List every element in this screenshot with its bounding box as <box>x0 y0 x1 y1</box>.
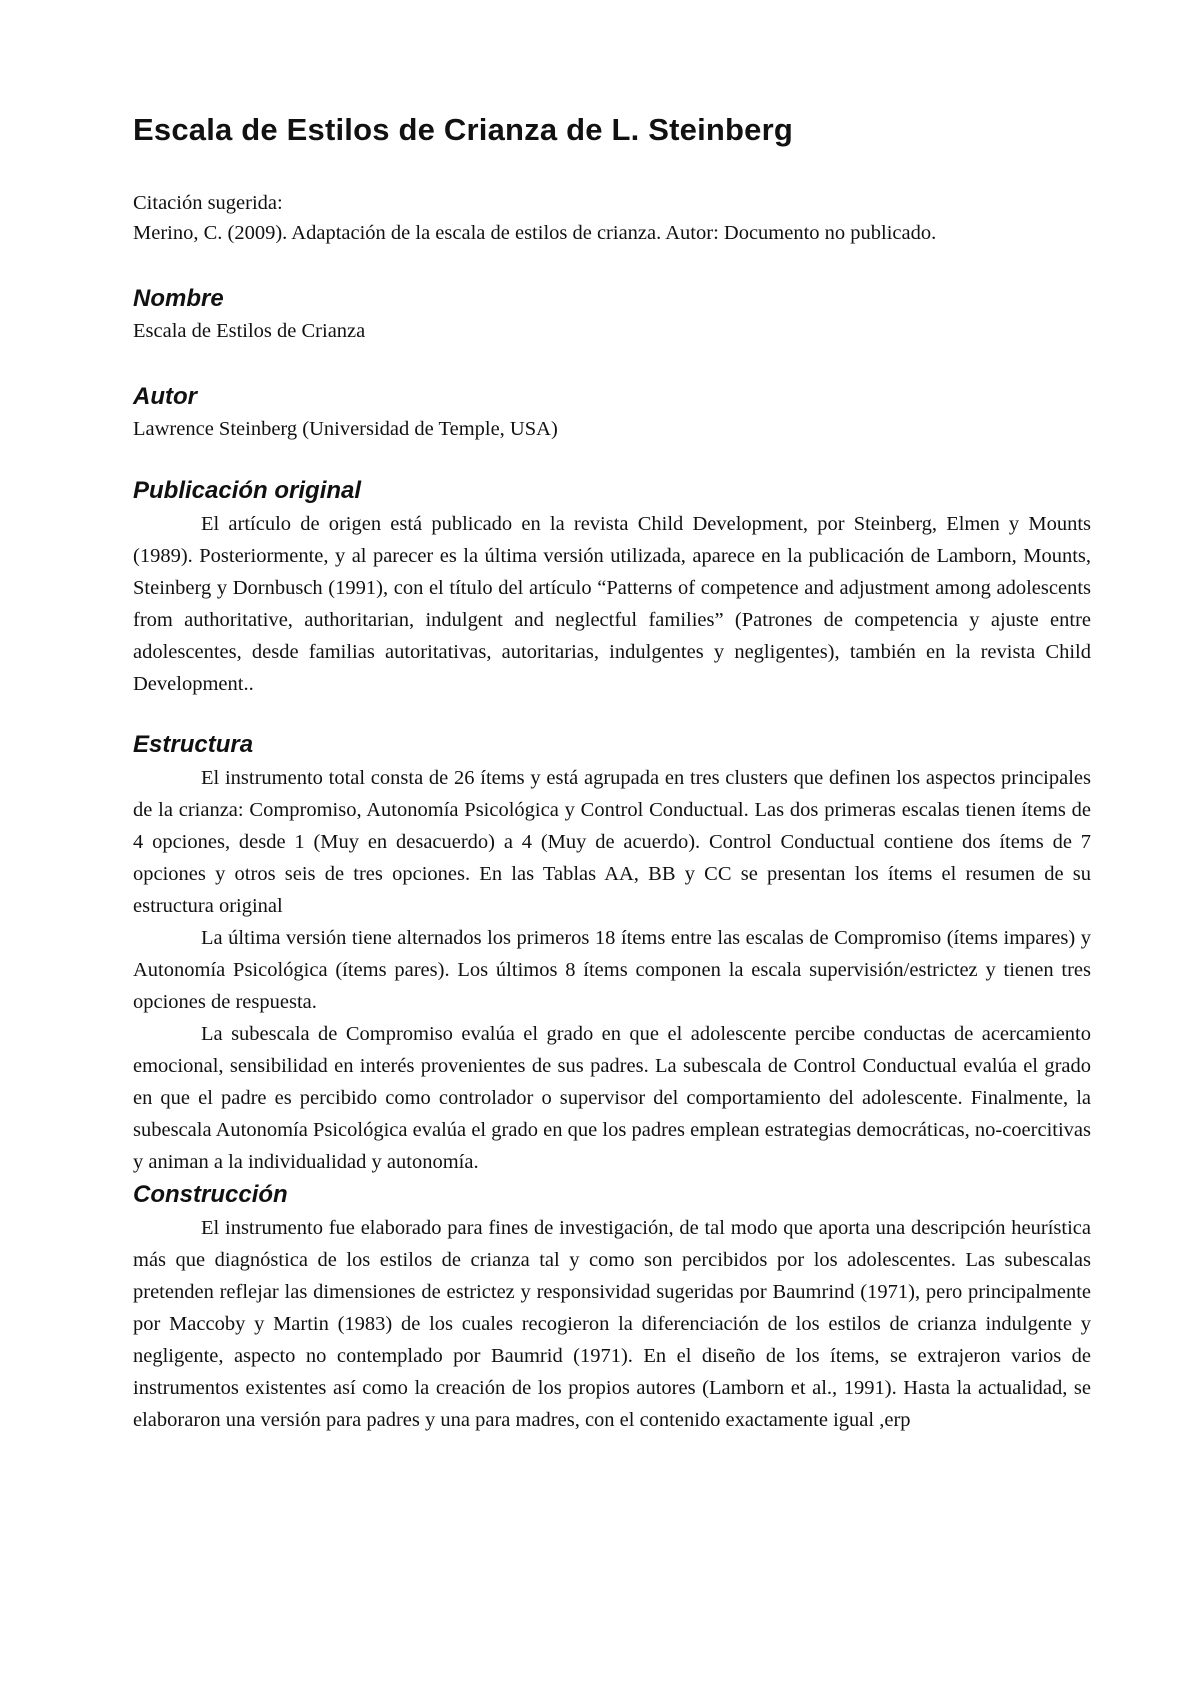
section-estructura <box>133 730 1091 1178</box>
section-heading-construccion: Construcción <box>133 1181 288 1208</box>
section-autor <box>133 382 1091 444</box>
section-heading-autor: Autor <box>133 383 197 410</box>
citation-block <box>133 188 1091 248</box>
estructura-paragraph: El instrumento total consta de 26 ítems y está agrupada en tres clusters que definen los aspectos principales de la crianza: Compromiso, Autonomía Psicológica y Control Conductual. Las dos primeras escalas tienen ítems de 4 opciones, desde 1 (Muy en desacuerdo) a 4 (Muy de acuerdo). Control Conductual contiene dos ítems de 7 opciones y otros seis de tres opciones. En las Tablas AA, BB y CC se presentan los ítems el resumen de su estructura original <box>133 767 1091 917</box>
section-construccion <box>133 1180 1091 1436</box>
publicacion-paragraph: El artículo de origen está publicado en la revista Child Development, por Steinberg, Elmen y Mounts (1989). Posteriormente, y al parecer es la última versión utilizada, aparece en la publicación de Lamborn, Mounts, Steinberg y Dornbusch (1991), con el título del artículo “Patterns of competence and adjustment among adolescents from authoritative, authoritarian, indulgent and neglectful families” (Patrones de competencia y ajuste entre adolescentes, desde familias autoritativas, autoritarias, indulgentes y negligentes), también en la revista Child Development.. <box>133 513 1091 695</box>
section-nombre <box>133 284 1091 346</box>
document-title: Escala de Estilos de Crianza de L. Steinberg <box>133 112 794 147</box>
document-body <box>133 110 1091 1436</box>
estructura-paragraph: La última versión tiene alternados los primeros 18 ítems entre las escalas de Compromiso (ítems impares) y Autonomía Psicológica (ítems pares). Los últimos 8 ítems componen la escala supervisión/estrictez y tienen tres opciones de respuesta. <box>133 927 1091 1013</box>
autor-text: Lawrence Steinberg (Universidad de Temple, USA) <box>133 418 558 440</box>
section-publicacion <box>133 476 1091 700</box>
section-heading-nombre: Nombre <box>133 285 224 312</box>
construccion-paragraph: El instrumento fue elaborado para fines de investigación, de tal modo que aporta una descripción heurística más que diagnóstica de los estilos de crianza tal y como son percibidos por los adolescentes. Las subescalas pretenden reflejar las dimensiones de estrictez y responsividad sugeridas por Baumrind (1971), pero principalmente por Maccoby y Martin (1983) de los cuales recogieron la diferenciación de los estilos de crianza indulgente y negligente, aspecto no contemplado por Baumrid (1971). En el diseño de los ítems, se extrajeron varios de instrumentos existentes así como la creación de los propios autores (Lamborn et al., 1991). Hasta la actualidad, se elaboraron una versión para padres y una para madres, con el contenido exactamente igual ,erp <box>133 1217 1091 1431</box>
citation-text: Merino, C. (2009). Adaptación de la escala de estilos de crianza. Autor: Documento no publicado. <box>133 222 937 244</box>
section-heading-estructura: Estructura <box>133 731 254 758</box>
section-heading-publicacion: Publicación original <box>133 477 362 504</box>
citation-label: Citación sugerida: <box>133 192 283 214</box>
estructura-paragraph: La subescala de Compromiso evalúa el grado en que el adolescente percibe conductas de acercamiento emocional, sensibilidad en interés provenientes de sus padres. La subescala de Control Conductual evalúa el grado en que el padre es percibido como controlador o supervisor del comportamiento del adolescente. Finalmente, la subescala Autonomía Psicológica evalúa el grado en que los padres emplean estrategias democráticas, no-coercitivas y animan a la individualidad y autonomía. <box>133 1023 1091 1173</box>
nombre-text: Escala de Estilos de Crianza <box>133 320 366 342</box>
